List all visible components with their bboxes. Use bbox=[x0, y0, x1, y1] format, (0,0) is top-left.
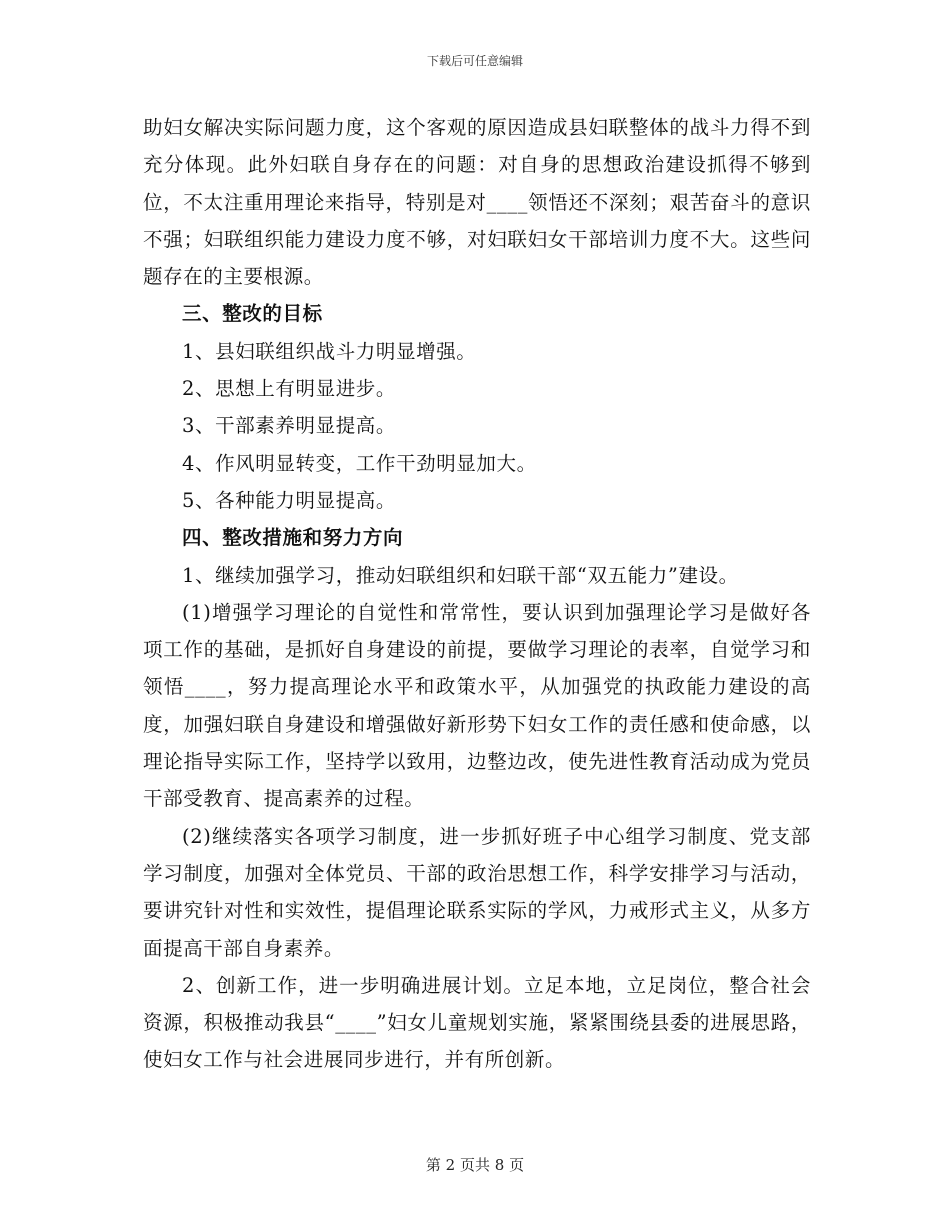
section-heading-goals: 三、整改的目标 bbox=[182, 302, 323, 326]
goal-item-3: 3、干部素养明显提高。 bbox=[182, 414, 397, 438]
page-header: 下载后可任意编辑 bbox=[426, 54, 523, 68]
goal-item-4: 4、作风明显转变，工作干劲明显加大。 bbox=[182, 451, 537, 475]
measure-subitem-1: (1)增强学习理论的自觉性和常常性，要认识到加强理论学习是做好各项工作的基础，是抓好自身建设的前提，要做学习理论的表率，自觉学习和领悟____，努力提高理论水平和政策水平，从加强党的执政能力建设的高度，加强妇联自身建设和增强做好新形势下妇女工作的责任感和使命感，以理论指导实际工作，坚持学以致用，边整边改，使先进性教育活动成为党员干部受教育、提高素养的过程。 bbox=[143, 600, 811, 811]
measure-item-2: 2、创新工作，进一步明确进展计划。立足本地，立足岗位，整合社会资源，积极推动我县“____”妇女儿童规划实施，紧紧围绕县委的进展思路，使妇女工作与社会进展同步进行，并有所创新。 bbox=[143, 973, 811, 1072]
measure-item-1: 1、继续加强学习，推动妇联组织和妇联干部“双五能力”建设。 bbox=[182, 563, 739, 587]
paragraph-continuation: 助妇女解决实际问题力度，这个客观的原因造成县妇联整体的战斗力得不到充分体现。此外妇联自身存在的问题：对自身的思想政治建设抓得不够到位，不太注重用理论来指导，特别是对____领悟还不深刻；艰苦奋斗的意识不强；妇联组织能力建设力度不够，对妇联妇女干部培训力度不大。这些问题存在的主要根源。 bbox=[143, 116, 811, 289]
section-heading-measures: 四、整改措施和努力方向 bbox=[182, 526, 404, 550]
page-footer: 第 2 页共 8 页 bbox=[425, 1156, 525, 1174]
measure-subitem-2: (2)继续落实各项学习制度，进一步抓好班子中心组学习制度、党支部学习制度，加强对全体党员、干部的政治思想工作，科学安排学习与活动，要讲究针对性和实效性，提倡理论联系实际的学风，力戒形式主义，从多方面提高干部自身素养。 bbox=[143, 824, 811, 960]
goal-item-2: 2、思想上有明显进步。 bbox=[182, 377, 397, 401]
goal-item-1: 1、县妇联组织战斗力明显增强。 bbox=[182, 339, 477, 363]
goal-item-5: 5、各种能力明显提高。 bbox=[182, 488, 397, 512]
document-body bbox=[143, 109, 811, 1079]
